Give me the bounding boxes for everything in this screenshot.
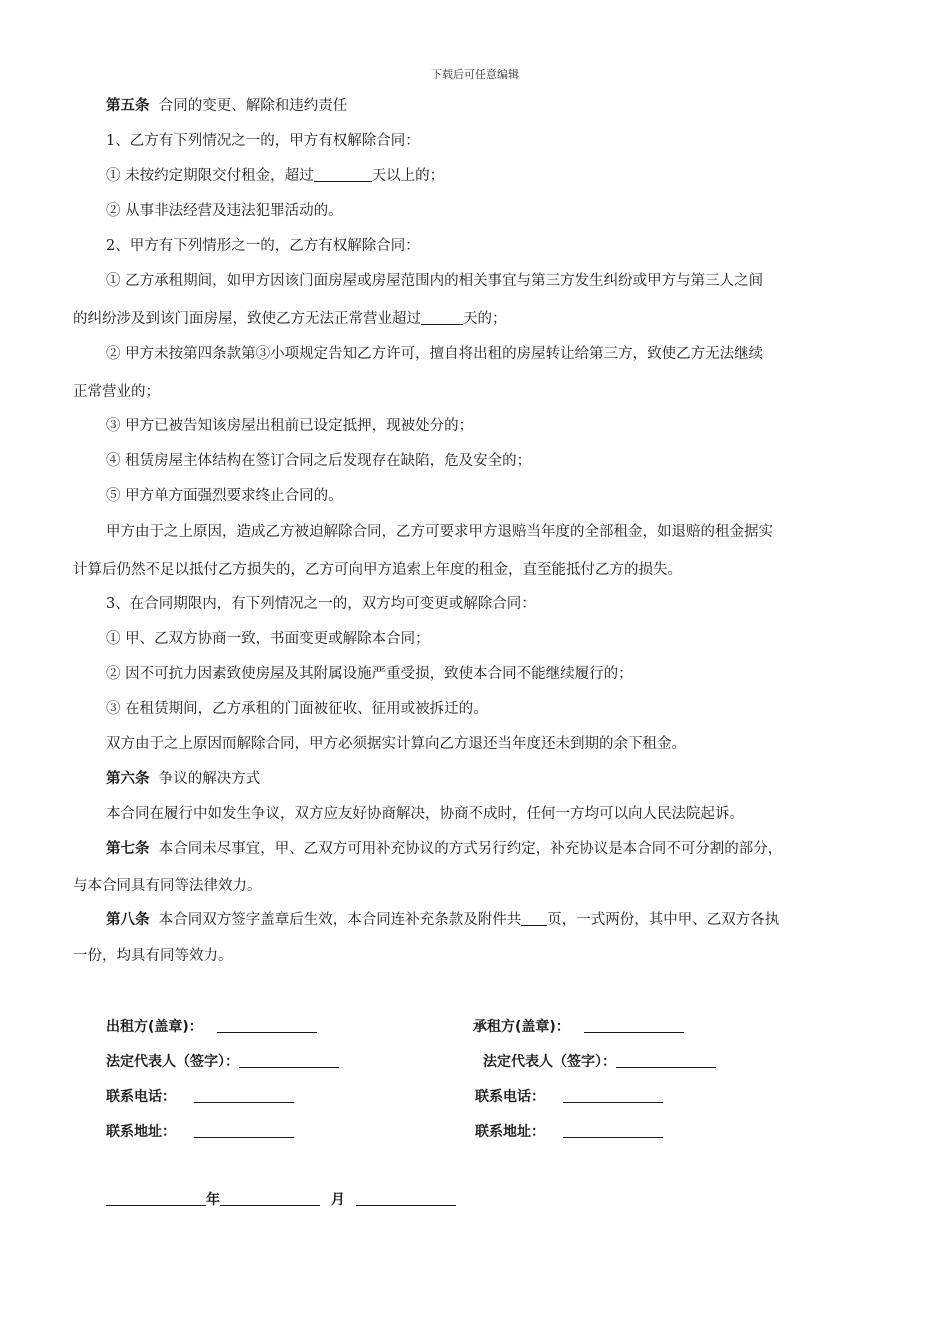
article-6-label: 第六条 (106, 771, 150, 787)
article-8-label: 第八条 (106, 912, 150, 928)
article-6-body: 本合同在履行中如发生争议，双方应友好协商解决，协商不成时，任何一方均可以向人民法院起诉。 (106, 806, 744, 822)
clause-5-1: 1、乙方有下列情况之一的，甲方有权解除合同： (106, 133, 420, 149)
lessee-address-blank[interactable] (563, 1123, 663, 1138)
lessee-seal-field (473, 1017, 684, 1037)
clause-5-2-item-2-line-1: ② 甲方未按第四条款第③小项规定告知乙方许可，擅自将出租的房屋转让给第三方，致使乙方无法继续 (106, 346, 764, 362)
lessor-address-blank[interactable] (194, 1123, 294, 1138)
year-blank[interactable] (106, 1191, 206, 1206)
clause-5-2: 2、甲方有下列情形之一的，乙方有权解除合同： (106, 238, 420, 254)
month-blank[interactable] (220, 1191, 320, 1206)
clause-text: 天的； (463, 311, 507, 327)
year-label: 年 (206, 1192, 220, 1208)
clause-5-2-note-line-2: 计算后仍然不足以抵付乙方损失的，乙方可向甲方追索上年度的租金，直至能抵付乙方的损失。 (73, 562, 682, 578)
article-7-text: 本合同未尽事宜，甲、乙双方可用补充协议的方式另行约定，补充协议是本合同不可分割的部分， (158, 841, 783, 857)
clause-5-2-item-1-line-2 (73, 309, 507, 329)
article-8-text: 本合同双方签字盖章后生效，本合同连补充条款及附件共 (158, 912, 522, 928)
days-blank[interactable] (421, 310, 463, 325)
days-blank[interactable] (314, 167, 372, 182)
article-6-heading (106, 769, 260, 789)
clause-5-1-item-2: ② 从事非法经营及违法犯罪活动的。 (106, 203, 343, 219)
article-8-text: 页，一式两份，其中甲、乙双方各执 (547, 912, 780, 928)
header-note: 下载后可任意编辑 (431, 68, 519, 81)
article-7-label: 第七条 (106, 841, 150, 857)
article-7-line-2: 与本合同具有同等法律效力。 (73, 878, 262, 894)
month-label: 月 (330, 1192, 345, 1208)
article-7-line-1 (106, 839, 782, 859)
clause-5-3-item-2: ② 因不可抗力因素致使房屋及其附属设施严重受损，致使本合同不能继续履行的； (106, 666, 633, 682)
clause-text: ① 未按约定期限交付租金，超过 (106, 168, 314, 184)
lessor-phone-field (106, 1087, 294, 1107)
clause-5-2-item-2-line-2: 正常营业的； (73, 384, 160, 400)
clause-5-2-item-5: ⑤ 甲方单方面强烈要求终止合同的。 (106, 488, 343, 504)
lessor-phone-label: 联系电话： (106, 1089, 176, 1105)
clause-5-3-item-1: ① 甲、乙双方协商一致，书面变更或解除本合同； (106, 631, 430, 647)
lessee-legal-rep-field (483, 1052, 716, 1072)
lessor-phone-blank[interactable] (194, 1088, 294, 1103)
lessor-address-field (106, 1122, 294, 1142)
article-5-label: 第五条 (106, 98, 150, 114)
clause-5-3-item-3: ③ 在租赁期间，乙方承租的门面被征收、征用或被拆迁的。 (106, 701, 488, 717)
clause-5-3-note: 双方由于之上原因而解除合同，甲方必须据实计算向乙方退还当年度还未到期的余下租金。 (106, 736, 686, 752)
clause-5-2-item-3: ③ 甲方已被告知该房屋出租前已设定抵押，现被处分的； (106, 418, 474, 434)
day-blank[interactable] (356, 1191, 456, 1206)
article-5-title: 合同的变更、解除和违约责任 (158, 98, 348, 114)
date-line (106, 1190, 456, 1210)
lessee-seal-blank[interactable] (584, 1018, 684, 1033)
article-6-title: 争议的解决方式 (158, 771, 261, 787)
article-8-line-1 (106, 910, 779, 930)
article-8-line-2: 一份，均具有同等效力。 (73, 948, 233, 964)
lessee-phone-label: 联系电话： (475, 1089, 545, 1105)
article-5-heading (106, 96, 347, 116)
clause-5-2-item-1-line-1: ① 乙方承租期间，如甲方因该门面房屋或房屋范围内的相关事宜与第三方发生纠纷或甲方与第三人之间 (106, 273, 764, 289)
clause-5-1-item-1 (106, 166, 444, 186)
lessor-seal-label: 出租方(盖章)： (106, 1019, 203, 1035)
lessor-legal-rep-label: 法定代表人（签字）： (106, 1054, 239, 1070)
lessee-legal-rep-label: 法定代表人（签字）： (483, 1054, 616, 1070)
clause-text: 天以上的； (371, 168, 445, 184)
lessee-legal-rep-blank[interactable] (616, 1053, 716, 1068)
lessee-seal-label: 承租方(盖章)： (473, 1019, 570, 1035)
lessee-phone-field (475, 1087, 663, 1107)
lessor-legal-rep-field (106, 1052, 339, 1072)
lessee-address-field (475, 1122, 663, 1142)
clause-5-3: 3、在合同期限内，有下列情况之一的，双方均可变更或解除合同： (106, 596, 536, 612)
lessor-seal-blank[interactable] (217, 1018, 317, 1033)
lessee-address-label: 联系地址： (475, 1124, 545, 1140)
clause-5-2-note-line-1: 甲方由于之上原因，造成乙方被迫解除合同，乙方可要求甲方退赔当年度的全部租金，如退赔的租金据实 (106, 524, 773, 540)
lessor-address-label: 联系地址： (106, 1124, 176, 1140)
lessor-seal-field (106, 1017, 317, 1037)
lessor-legal-rep-blank[interactable] (239, 1053, 339, 1068)
clause-5-2-item-4: ④ 租赁房屋主体结构在签订合同之后发现存在缺陷，危及安全的； (106, 453, 532, 469)
clause-text: 的纠纷涉及到该门面房屋，致使乙方无法正常营业超过 (73, 311, 421, 327)
pages-blank[interactable] (521, 911, 547, 926)
lessee-phone-blank[interactable] (563, 1088, 663, 1103)
